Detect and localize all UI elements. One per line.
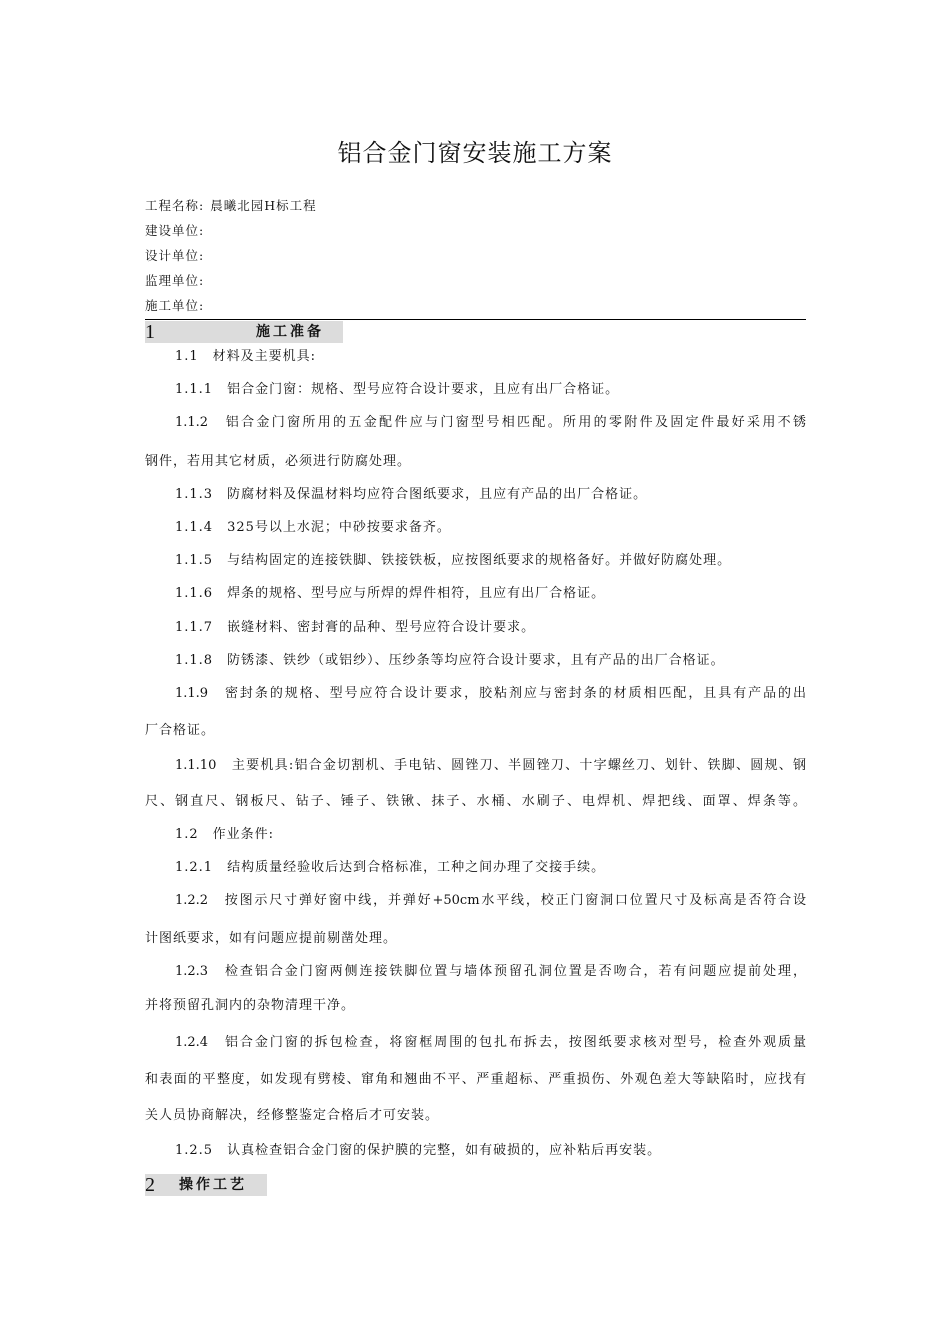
paragraph-1-1-9-line2: 厂合格证。 [145, 723, 216, 738]
designer-label: 设计单位: [145, 248, 205, 263]
paragraph-1-1-9-line1: 1.1.9 密封条的规格、型号应符合设计要求，胶粘剂应与密封条的材质相匹配，且具有产品的出 [175, 686, 806, 701]
paragraph-1-1-4: 1.1.4 325号以上水泥；中砂按要求备齐。 [175, 520, 451, 535]
project-name-line [145, 198, 317, 214]
contractor-label: 施工单位: [145, 298, 205, 313]
paragraph-1-1-2-line1: 1.1.2 铝合金门窗所用的五金配件应与门窗型号相匹配。所用的零附件及固定件最好采用不锈 [175, 415, 806, 430]
paragraph-1-2: 1.2 作业条件: [175, 827, 275, 842]
section-1-number: 1 [145, 321, 155, 343]
paragraph-1-2-4-line3: 关人员协商解决，经修整鉴定合格后才可安装。 [145, 1108, 440, 1123]
builder-label: 建设单位: [145, 223, 205, 238]
section-2-title: 操作工艺 [179, 1177, 247, 1193]
paragraph-1-1-6: 1.1.6 焊条的规格、型号应与所焊的焊件相符，且应有出厂合格证。 [175, 586, 606, 601]
paragraph-1-2-5: 1.2.5 认真检查铝合金门窗的保护膜的完整，如有破损的，应补粘后再安装。 [175, 1143, 662, 1158]
paragraph-1-2-4-line2: 和表面的平整度，如发现有劈棱、窜角和翘曲不平、严重超标、严重损伤、外观色差大等缺陷时，应找有 [145, 1072, 806, 1087]
paragraph-1-2-3-line2: 并将预留孔洞内的杂物清理干净。 [145, 998, 356, 1013]
paragraph-1-2-1: 1.2.1 结构质量经验收后达到合格标准，工种之间办理了交接手续。 [175, 860, 606, 875]
project-name-label: 工程名称: [145, 198, 205, 213]
paragraph-1-2-2-line1: 1.2.2 按图示尺寸弹好窗中线，并弹好+50cm水平线，校正门窗洞口位置尺寸及标高是否符合设 [175, 893, 806, 908]
section-1-title: 施工准备 [256, 324, 324, 340]
section-2-number: 2 [145, 1174, 155, 1196]
project-name-value: 晨曦北园H标工程 [210, 198, 317, 213]
paragraph-1-1-8: 1.1.8 防锈漆、铁纱（或铝纱）、压纱条等均应符合设计要求，且有产品的出厂合格证。 [175, 653, 725, 668]
paragraph-1-1-1: 1.1.1 铝合金门窗：规格、型号应符合设计要求，且应有出厂合格证。 [175, 382, 620, 397]
section-2-heading [145, 1174, 275, 1196]
paragraph-1-1-2-line2: 钢件，若用其它材质，必须进行防腐处理。 [145, 454, 412, 469]
header-divider [145, 319, 806, 320]
paragraph-1-2-4-line1: 1.2.4 铝合金门窗的拆包检查，将窗框周围的包扎布拆去，按图纸要求核对型号，检查外观质量 [175, 1035, 806, 1050]
paragraph-1-1-10-line2: 尺、钢直尺、钢板尺、钻子、锤子、铁锹、抹子、水桶、水刷子、电焊机、焊把线、面罩、焊条等。 [145, 794, 806, 809]
paragraph-1-1-5: 1.1.5 与结构固定的连接铁脚、铁接铁板，应按图纸要求的规格备好。并做好防腐处理。 [175, 553, 732, 568]
paragraph-1-2-3-line1: 1.2.3 检查铝合金门窗两侧连接铁脚位置与墙体预留孔洞位置是否吻合，若有问题应提前处理， [175, 964, 806, 979]
paragraph-1-1: 1.1 材料及主要机具: [175, 349, 317, 364]
paragraph-1-1-10-line1: 1.1.10 主要机具:铝合金切割机、手电钻、圆锉刀、半圆锉刀、十字螺丝刀、划针、铁脚、圆规、钢 [175, 758, 806, 773]
paragraph-1-1-3: 1.1.3 防腐材料及保温材料均应符合图纸要求，且应有产品的出厂合格证。 [175, 487, 648, 502]
section-1-heading [145, 321, 355, 343]
paragraph-1-1-7: 1.1.7 嵌缝材料、密封膏的品种、型号应符合设计要求。 [175, 620, 536, 635]
supervisor-label: 监理单位: [145, 273, 205, 288]
document-title: 铝合金门窗安装施工方案 [337, 139, 613, 167]
paragraph-1-2-2-line2: 计图纸要求，如有问题应提前剔凿处理。 [145, 931, 398, 946]
